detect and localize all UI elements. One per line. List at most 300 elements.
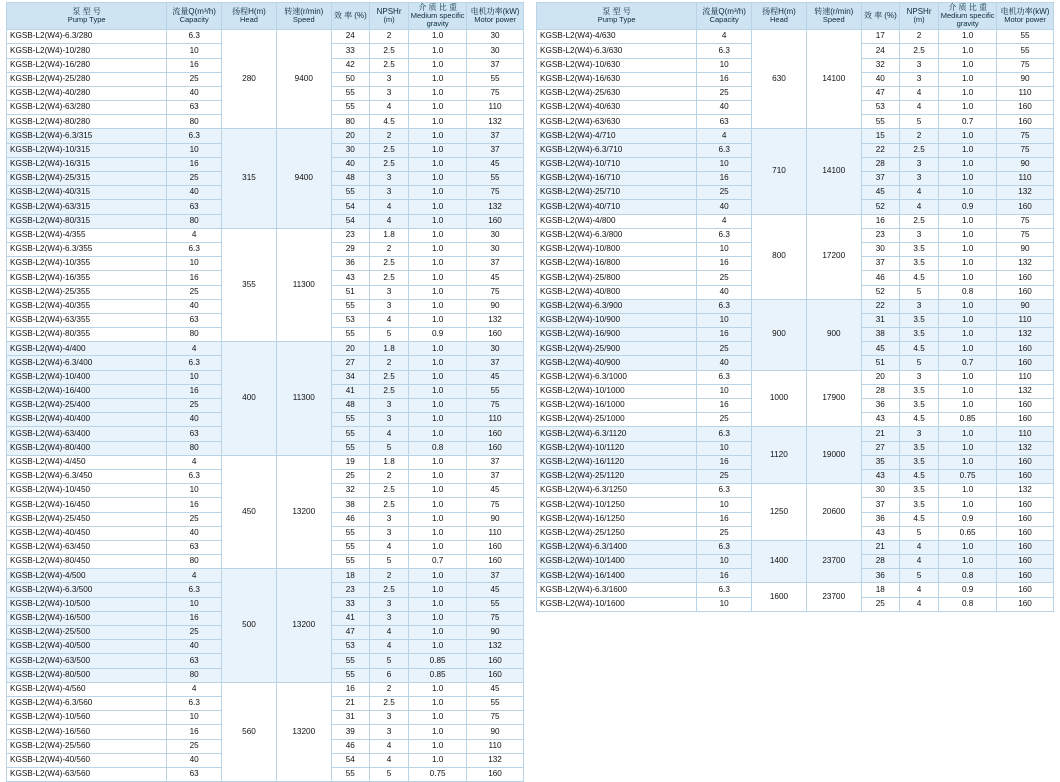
capacity-cell: 4 <box>697 214 752 228</box>
efficiency-cell: 20 <box>331 129 369 143</box>
speed-cell: 900 <box>806 299 861 370</box>
motor-power-cell: 132 <box>467 753 524 767</box>
efficiency-cell: 55 <box>331 427 369 441</box>
col-header-en: Capacity <box>179 15 209 25</box>
specific-gravity-cell: 1.0 <box>409 696 467 710</box>
npshr-cell: 2.5 <box>369 44 408 58</box>
table-header-left <box>7 3 524 30</box>
capacity-cell: 25 <box>167 285 222 299</box>
efficiency-cell: 16 <box>861 214 899 228</box>
pump-type-cell: KGSB-L2(W4)-16/1250 <box>537 512 697 526</box>
pump-type-cell: KGSB-L2(W4)-4/630 <box>537 30 697 44</box>
table-body-right <box>537 30 1054 612</box>
specific-gravity-cell: 1.0 <box>939 342 997 356</box>
efficiency-cell: 30 <box>861 484 899 498</box>
npshr-cell: 3 <box>369 72 408 86</box>
pump-type-cell: KGSB-L2(W4)-16/560 <box>7 725 167 739</box>
motor-power-cell: 55 <box>997 44 1054 58</box>
pump-type-cell: KGSB-L2(W4)-6.3/710 <box>537 143 697 157</box>
motor-power-cell: 160 <box>997 498 1054 512</box>
col-header-en: Speed <box>822 15 845 25</box>
efficiency-cell: 55 <box>331 526 369 540</box>
col-header-cn: NPSHr <box>376 6 402 16</box>
col-header-en: Motor power <box>1004 15 1046 25</box>
col-header-5 <box>369 3 408 30</box>
table-row <box>7 342 524 356</box>
capacity-cell: 4 <box>167 342 222 356</box>
npshr-cell: 3 <box>369 186 408 200</box>
specific-gravity-cell: 1.0 <box>939 498 997 512</box>
col-header-cn: 转速(r/min) <box>284 6 324 16</box>
speed-cell: 13200 <box>276 569 331 683</box>
capacity-cell: 25 <box>697 186 752 200</box>
specific-gravity-cell: 0.9 <box>939 512 997 526</box>
npshr-cell: 5 <box>899 356 938 370</box>
capacity-cell: 10 <box>697 58 752 72</box>
motor-power-cell: 75 <box>467 711 524 725</box>
motor-power-cell: 132 <box>997 328 1054 342</box>
motor-power-cell: 90 <box>997 72 1054 86</box>
capacity-cell: 16 <box>167 725 222 739</box>
motor-power-cell: 160 <box>997 540 1054 554</box>
speed-cell: 14100 <box>806 30 861 129</box>
motor-power-cell: 110 <box>467 101 524 115</box>
capacity-cell: 10 <box>697 498 752 512</box>
efficiency-cell: 34 <box>331 370 369 384</box>
col-header-cn: 介 质 比 重 <box>418 3 457 12</box>
npshr-cell: 4.5 <box>899 469 938 483</box>
specific-gravity-cell: 1.0 <box>409 682 467 696</box>
motor-power-cell: 110 <box>467 739 524 753</box>
specific-gravity-cell: 1.0 <box>939 328 997 342</box>
efficiency-cell: 28 <box>861 384 899 398</box>
pump-type-cell: KGSB-L2(W4)-10/500 <box>7 597 167 611</box>
npshr-cell: 4 <box>369 626 408 640</box>
speed-cell: 19000 <box>806 427 861 484</box>
motor-power-cell: 160 <box>997 115 1054 129</box>
npshr-cell: 3 <box>369 597 408 611</box>
pump-type-cell: KGSB-L2(W4)-25/900 <box>537 342 697 356</box>
pump-type-cell: KGSB-L2(W4)-40/710 <box>537 200 697 214</box>
table-row <box>537 129 1054 143</box>
head-cell: 1250 <box>752 484 807 541</box>
col-header-cn: 电机功率(kW) <box>470 6 520 16</box>
pump-type-cell: KGSB-L2(W4)-63/280 <box>7 101 167 115</box>
motor-power-cell: 45 <box>467 271 524 285</box>
pump-type-cell: KGSB-L2(W4)-6.3/355 <box>7 242 167 256</box>
capacity-cell: 80 <box>167 441 222 455</box>
motor-power-cell: 90 <box>997 157 1054 171</box>
efficiency-cell: 45 <box>861 342 899 356</box>
specific-gravity-cell: 1.0 <box>409 242 467 256</box>
npshr-cell: 2.5 <box>369 58 408 72</box>
specific-gravity-cell: 1.0 <box>939 44 997 58</box>
capacity-cell: 16 <box>167 271 222 285</box>
npshr-cell: 5 <box>899 115 938 129</box>
capacity-cell: 16 <box>697 569 752 583</box>
capacity-cell: 25 <box>697 271 752 285</box>
npshr-cell: 4.5 <box>369 115 408 129</box>
pump-type-cell: KGSB-L2(W4)-63/400 <box>7 427 167 441</box>
motor-power-cell: 132 <box>997 441 1054 455</box>
npshr-cell: 3.5 <box>899 242 938 256</box>
capacity-cell: 6.3 <box>697 299 752 313</box>
speed-cell: 13200 <box>276 682 331 781</box>
specific-gravity-cell: 0.85 <box>409 654 467 668</box>
efficiency-cell: 32 <box>861 58 899 72</box>
pump-type-cell: KGSB-L2(W4)-16/1400 <box>537 569 697 583</box>
pump-type-cell: KGSB-L2(W4)-63/450 <box>7 540 167 554</box>
specific-gravity-cell: 1.0 <box>939 271 997 285</box>
efficiency-cell: 55 <box>331 328 369 342</box>
pump-table-right <box>536 2 1054 612</box>
motor-power-cell: 30 <box>467 242 524 256</box>
capacity-cell: 80 <box>167 668 222 682</box>
motor-power-cell: 90 <box>467 299 524 313</box>
capacity-cell: 25 <box>697 86 752 100</box>
npshr-cell: 4 <box>369 739 408 753</box>
efficiency-cell: 38 <box>861 328 899 342</box>
specific-gravity-cell: 1.0 <box>939 257 997 271</box>
capacity-cell: 16 <box>167 157 222 171</box>
pump-type-cell: KGSB-L2(W4)-25/355 <box>7 285 167 299</box>
efficiency-cell: 29 <box>331 242 369 256</box>
motor-power-cell: 75 <box>467 611 524 625</box>
specific-gravity-cell: 0.9 <box>939 200 997 214</box>
efficiency-cell: 23 <box>331 583 369 597</box>
head-cell: 450 <box>222 455 277 569</box>
motor-power-cell: 110 <box>467 526 524 540</box>
npshr-cell: 4 <box>369 101 408 115</box>
efficiency-cell: 30 <box>331 143 369 157</box>
capacity-cell: 6.3 <box>167 469 222 483</box>
table-header-right <box>537 3 1054 30</box>
npshr-cell: 4 <box>369 214 408 228</box>
motor-power-cell: 160 <box>997 101 1054 115</box>
specific-gravity-cell: 0.8 <box>939 597 997 611</box>
npshr-cell: 1.8 <box>369 455 408 469</box>
pump-type-cell: KGSB-L2(W4)-6.3/900 <box>537 299 697 313</box>
specific-gravity-cell: 1.0 <box>409 342 467 356</box>
motor-power-cell: 37 <box>467 143 524 157</box>
specific-gravity-cell: 1.0 <box>939 172 997 186</box>
pump-type-cell: KGSB-L2(W4)-10/710 <box>537 157 697 171</box>
pump-type-cell: KGSB-L2(W4)-40/560 <box>7 753 167 767</box>
table-row <box>537 427 1054 441</box>
pump-type-cell: KGSB-L2(W4)-63/630 <box>537 115 697 129</box>
capacity-cell: 16 <box>167 498 222 512</box>
efficiency-cell: 36 <box>861 569 899 583</box>
npshr-cell: 3 <box>369 299 408 313</box>
efficiency-cell: 46 <box>861 271 899 285</box>
motor-power-cell: 160 <box>467 668 524 682</box>
left-pane <box>0 0 530 779</box>
npshr-cell: 2 <box>369 469 408 483</box>
npshr-cell: 3.5 <box>899 328 938 342</box>
specific-gravity-cell: 1.0 <box>939 157 997 171</box>
capacity-cell: 25 <box>167 512 222 526</box>
pump-type-cell: KGSB-L2(W4)-4/450 <box>7 455 167 469</box>
col-header-cn: 扬程H(m) <box>232 6 266 16</box>
specific-gravity-cell: 1.0 <box>409 257 467 271</box>
pump-type-cell: KGSB-L2(W4)-40/900 <box>537 356 697 370</box>
head-cell: 400 <box>222 342 277 456</box>
npshr-cell: 2.5 <box>369 257 408 271</box>
col-header-cn: NPSHr <box>906 6 932 16</box>
specific-gravity-cell: 1.0 <box>939 555 997 569</box>
efficiency-cell: 21 <box>861 540 899 554</box>
specific-gravity-cell: 1.0 <box>939 441 997 455</box>
motor-power-cell: 45 <box>467 682 524 696</box>
col-header-5 <box>899 3 938 30</box>
pump-type-cell: KGSB-L2(W4)-16/1000 <box>537 399 697 413</box>
specific-gravity-cell: 1.0 <box>409 540 467 554</box>
npshr-cell: 3 <box>369 512 408 526</box>
capacity-cell: 4 <box>697 30 752 44</box>
capacity-cell: 10 <box>697 555 752 569</box>
npshr-cell: 3 <box>899 172 938 186</box>
efficiency-cell: 23 <box>861 228 899 242</box>
pump-type-cell: KGSB-L2(W4)-4/560 <box>7 682 167 696</box>
table-body-left <box>7 30 524 782</box>
motor-power-cell: 55 <box>467 696 524 710</box>
col-header-cn: 效 率 (%) <box>863 10 897 20</box>
npshr-cell: 3 <box>899 157 938 171</box>
specific-gravity-cell: 1.0 <box>409 611 467 625</box>
efficiency-cell: 51 <box>331 285 369 299</box>
efficiency-cell: 17 <box>861 30 899 44</box>
efficiency-cell: 54 <box>331 214 369 228</box>
head-cell: 900 <box>752 299 807 370</box>
specific-gravity-cell: 1.0 <box>409 640 467 654</box>
capacity-cell: 10 <box>167 143 222 157</box>
speed-cell: 11300 <box>276 228 331 342</box>
efficiency-cell: 55 <box>331 654 369 668</box>
efficiency-cell: 28 <box>861 157 899 171</box>
efficiency-cell: 55 <box>331 299 369 313</box>
pump-type-cell: KGSB-L2(W4)-80/315 <box>7 214 167 228</box>
table-row <box>7 682 524 696</box>
pump-type-cell: KGSB-L2(W4)-80/500 <box>7 668 167 682</box>
capacity-cell: 25 <box>167 626 222 640</box>
specific-gravity-cell: 1.0 <box>939 86 997 100</box>
motor-power-cell: 30 <box>467 44 524 58</box>
capacity-cell: 80 <box>167 115 222 129</box>
pump-type-cell: KGSB-L2(W4)-10/1250 <box>537 498 697 512</box>
specific-gravity-cell: 1.0 <box>409 569 467 583</box>
pump-type-cell: KGSB-L2(W4)-10/630 <box>537 58 697 72</box>
efficiency-cell: 36 <box>861 512 899 526</box>
pump-type-cell: KGSB-L2(W4)-25/1000 <box>537 413 697 427</box>
npshr-cell: 3 <box>369 172 408 186</box>
capacity-cell: 6.3 <box>167 583 222 597</box>
npshr-cell: 5 <box>899 285 938 299</box>
specific-gravity-cell: 1.0 <box>409 739 467 753</box>
npshr-cell: 5 <box>369 654 408 668</box>
specific-gravity-cell: 1.0 <box>939 384 997 398</box>
capacity-cell: 6.3 <box>697 427 752 441</box>
col-header-en: Head <box>240 15 258 25</box>
npshr-cell: 3.5 <box>899 484 938 498</box>
capacity-cell: 16 <box>697 328 752 342</box>
motor-power-cell: 90 <box>467 725 524 739</box>
capacity-cell: 16 <box>697 172 752 186</box>
capacity-cell: 25 <box>697 342 752 356</box>
motor-power-cell: 132 <box>997 257 1054 271</box>
motor-power-cell: 55 <box>467 597 524 611</box>
capacity-cell: 63 <box>167 313 222 327</box>
capacity-cell: 63 <box>167 540 222 554</box>
pump-type-cell: KGSB-L2(W4)-6.3/1600 <box>537 583 697 597</box>
efficiency-cell: 55 <box>331 101 369 115</box>
efficiency-cell: 41 <box>331 384 369 398</box>
npshr-cell: 4.5 <box>899 271 938 285</box>
speed-cell: 13200 <box>276 455 331 569</box>
capacity-cell: 40 <box>697 101 752 115</box>
npshr-cell: 3 <box>369 725 408 739</box>
speed-cell: 23700 <box>806 583 861 611</box>
motor-power-cell: 45 <box>467 583 524 597</box>
motor-power-cell: 160 <box>997 526 1054 540</box>
table-row <box>537 540 1054 554</box>
specific-gravity-cell: 1.0 <box>409 72 467 86</box>
pump-type-cell: KGSB-L2(W4)-16/280 <box>7 58 167 72</box>
efficiency-cell: 38 <box>331 498 369 512</box>
npshr-cell: 4 <box>899 186 938 200</box>
npshr-cell: 2.5 <box>899 214 938 228</box>
pump-type-cell: KGSB-L2(W4)-4/800 <box>537 214 697 228</box>
capacity-cell: 6.3 <box>697 228 752 242</box>
col-header-2 <box>752 3 807 30</box>
capacity-cell: 10 <box>167 711 222 725</box>
pump-type-cell: KGSB-L2(W4)-40/280 <box>7 86 167 100</box>
specific-gravity-cell: 1.0 <box>939 228 997 242</box>
efficiency-cell: 46 <box>331 739 369 753</box>
capacity-cell: 6.3 <box>167 356 222 370</box>
efficiency-cell: 43 <box>861 469 899 483</box>
npshr-cell: 3 <box>899 370 938 384</box>
specific-gravity-cell: 1.0 <box>409 427 467 441</box>
pump-type-cell: KGSB-L2(W4)-6.3/1250 <box>537 484 697 498</box>
capacity-cell: 16 <box>697 455 752 469</box>
col-header-cn: 电机功率(kW) <box>1000 6 1050 16</box>
capacity-cell: 40 <box>167 413 222 427</box>
npshr-cell: 4 <box>369 313 408 327</box>
motor-power-cell: 30 <box>467 342 524 356</box>
capacity-cell: 16 <box>697 512 752 526</box>
motor-power-cell: 132 <box>997 484 1054 498</box>
specific-gravity-cell: 1.0 <box>939 129 997 143</box>
capacity-cell: 40 <box>167 86 222 100</box>
col-header-cn: 流量Q(m³/h) <box>702 6 746 16</box>
npshr-cell: 3 <box>899 299 938 313</box>
npshr-cell: 2.5 <box>369 484 408 498</box>
motor-power-cell: 37 <box>467 356 524 370</box>
col-header-en: Capacity <box>709 15 739 25</box>
efficiency-cell: 20 <box>331 342 369 356</box>
specific-gravity-cell: 1.0 <box>409 526 467 540</box>
table-row <box>537 214 1054 228</box>
pump-type-cell: KGSB-L2(W4)-6.3/400 <box>7 356 167 370</box>
specific-gravity-cell: 1.0 <box>409 228 467 242</box>
specific-gravity-cell: 1.0 <box>939 370 997 384</box>
motor-power-cell: 160 <box>997 469 1054 483</box>
motor-power-cell: 160 <box>997 512 1054 526</box>
col-header-en: Motor power <box>474 15 516 25</box>
pump-type-cell: KGSB-L2(W4)-80/400 <box>7 441 167 455</box>
npshr-cell: 4 <box>899 555 938 569</box>
capacity-cell: 6.3 <box>697 540 752 554</box>
col-header-cn: 泵 型 号 <box>602 6 631 16</box>
pump-type-cell: KGSB-L2(W4)-80/450 <box>7 555 167 569</box>
npshr-cell: 2 <box>369 682 408 696</box>
pump-type-cell: KGSB-L2(W4)-6.3/1400 <box>537 540 697 554</box>
efficiency-cell: 27 <box>331 356 369 370</box>
motor-power-cell: 160 <box>467 441 524 455</box>
capacity-cell: 10 <box>167 44 222 58</box>
pump-type-cell: KGSB-L2(W4)-40/500 <box>7 640 167 654</box>
npshr-cell: 4 <box>899 101 938 115</box>
col-header-0 <box>537 3 697 30</box>
specific-gravity-cell: 1.0 <box>409 115 467 129</box>
motor-power-cell: 160 <box>467 328 524 342</box>
motor-power-cell: 75 <box>997 214 1054 228</box>
pump-type-cell: KGSB-L2(W4)-10/400 <box>7 370 167 384</box>
capacity-cell: 6.3 <box>697 484 752 498</box>
motor-power-cell: 132 <box>467 640 524 654</box>
npshr-cell: 3.5 <box>899 399 938 413</box>
specific-gravity-cell: 1.0 <box>409 285 467 299</box>
efficiency-cell: 40 <box>861 72 899 86</box>
motor-power-cell: 110 <box>997 86 1054 100</box>
motor-power-cell: 75 <box>467 86 524 100</box>
efficiency-cell: 28 <box>861 555 899 569</box>
npshr-cell: 4 <box>899 597 938 611</box>
pump-type-cell: KGSB-L2(W4)-63/560 <box>7 767 167 781</box>
motor-power-cell: 160 <box>997 271 1054 285</box>
pump-type-cell: KGSB-L2(W4)-25/800 <box>537 271 697 285</box>
efficiency-cell: 52 <box>861 285 899 299</box>
specific-gravity-cell: 1.0 <box>939 58 997 72</box>
npshr-cell: 3 <box>369 413 408 427</box>
capacity-cell: 6.3 <box>697 143 752 157</box>
motor-power-cell: 75 <box>997 228 1054 242</box>
specific-gravity-cell: 1.0 <box>409 512 467 526</box>
specific-gravity-cell: 1.0 <box>939 242 997 256</box>
specific-gravity-cell: 1.0 <box>939 427 997 441</box>
motor-power-cell: 160 <box>467 767 524 781</box>
motor-power-cell: 75 <box>467 285 524 299</box>
npshr-cell: 6 <box>369 668 408 682</box>
head-cell: 560 <box>222 682 277 781</box>
motor-power-cell: 75 <box>997 129 1054 143</box>
efficiency-cell: 27 <box>861 441 899 455</box>
specific-gravity-cell: 1.0 <box>939 30 997 44</box>
npshr-cell: 2.5 <box>899 44 938 58</box>
table-row <box>7 228 524 242</box>
col-header-6 <box>939 3 997 30</box>
specific-gravity-cell: 1.0 <box>409 498 467 512</box>
specific-gravity-cell: 1.0 <box>409 86 467 100</box>
head-cell: 800 <box>752 214 807 299</box>
specific-gravity-cell: 1.0 <box>939 299 997 313</box>
specific-gravity-cell: 1.0 <box>409 271 467 285</box>
pump-type-cell: KGSB-L2(W4)-63/355 <box>7 313 167 327</box>
col-header-cn: 转速(r/min) <box>814 6 854 16</box>
capacity-cell: 25 <box>167 399 222 413</box>
motor-power-cell: 110 <box>997 172 1054 186</box>
head-cell: 1400 <box>752 540 807 583</box>
